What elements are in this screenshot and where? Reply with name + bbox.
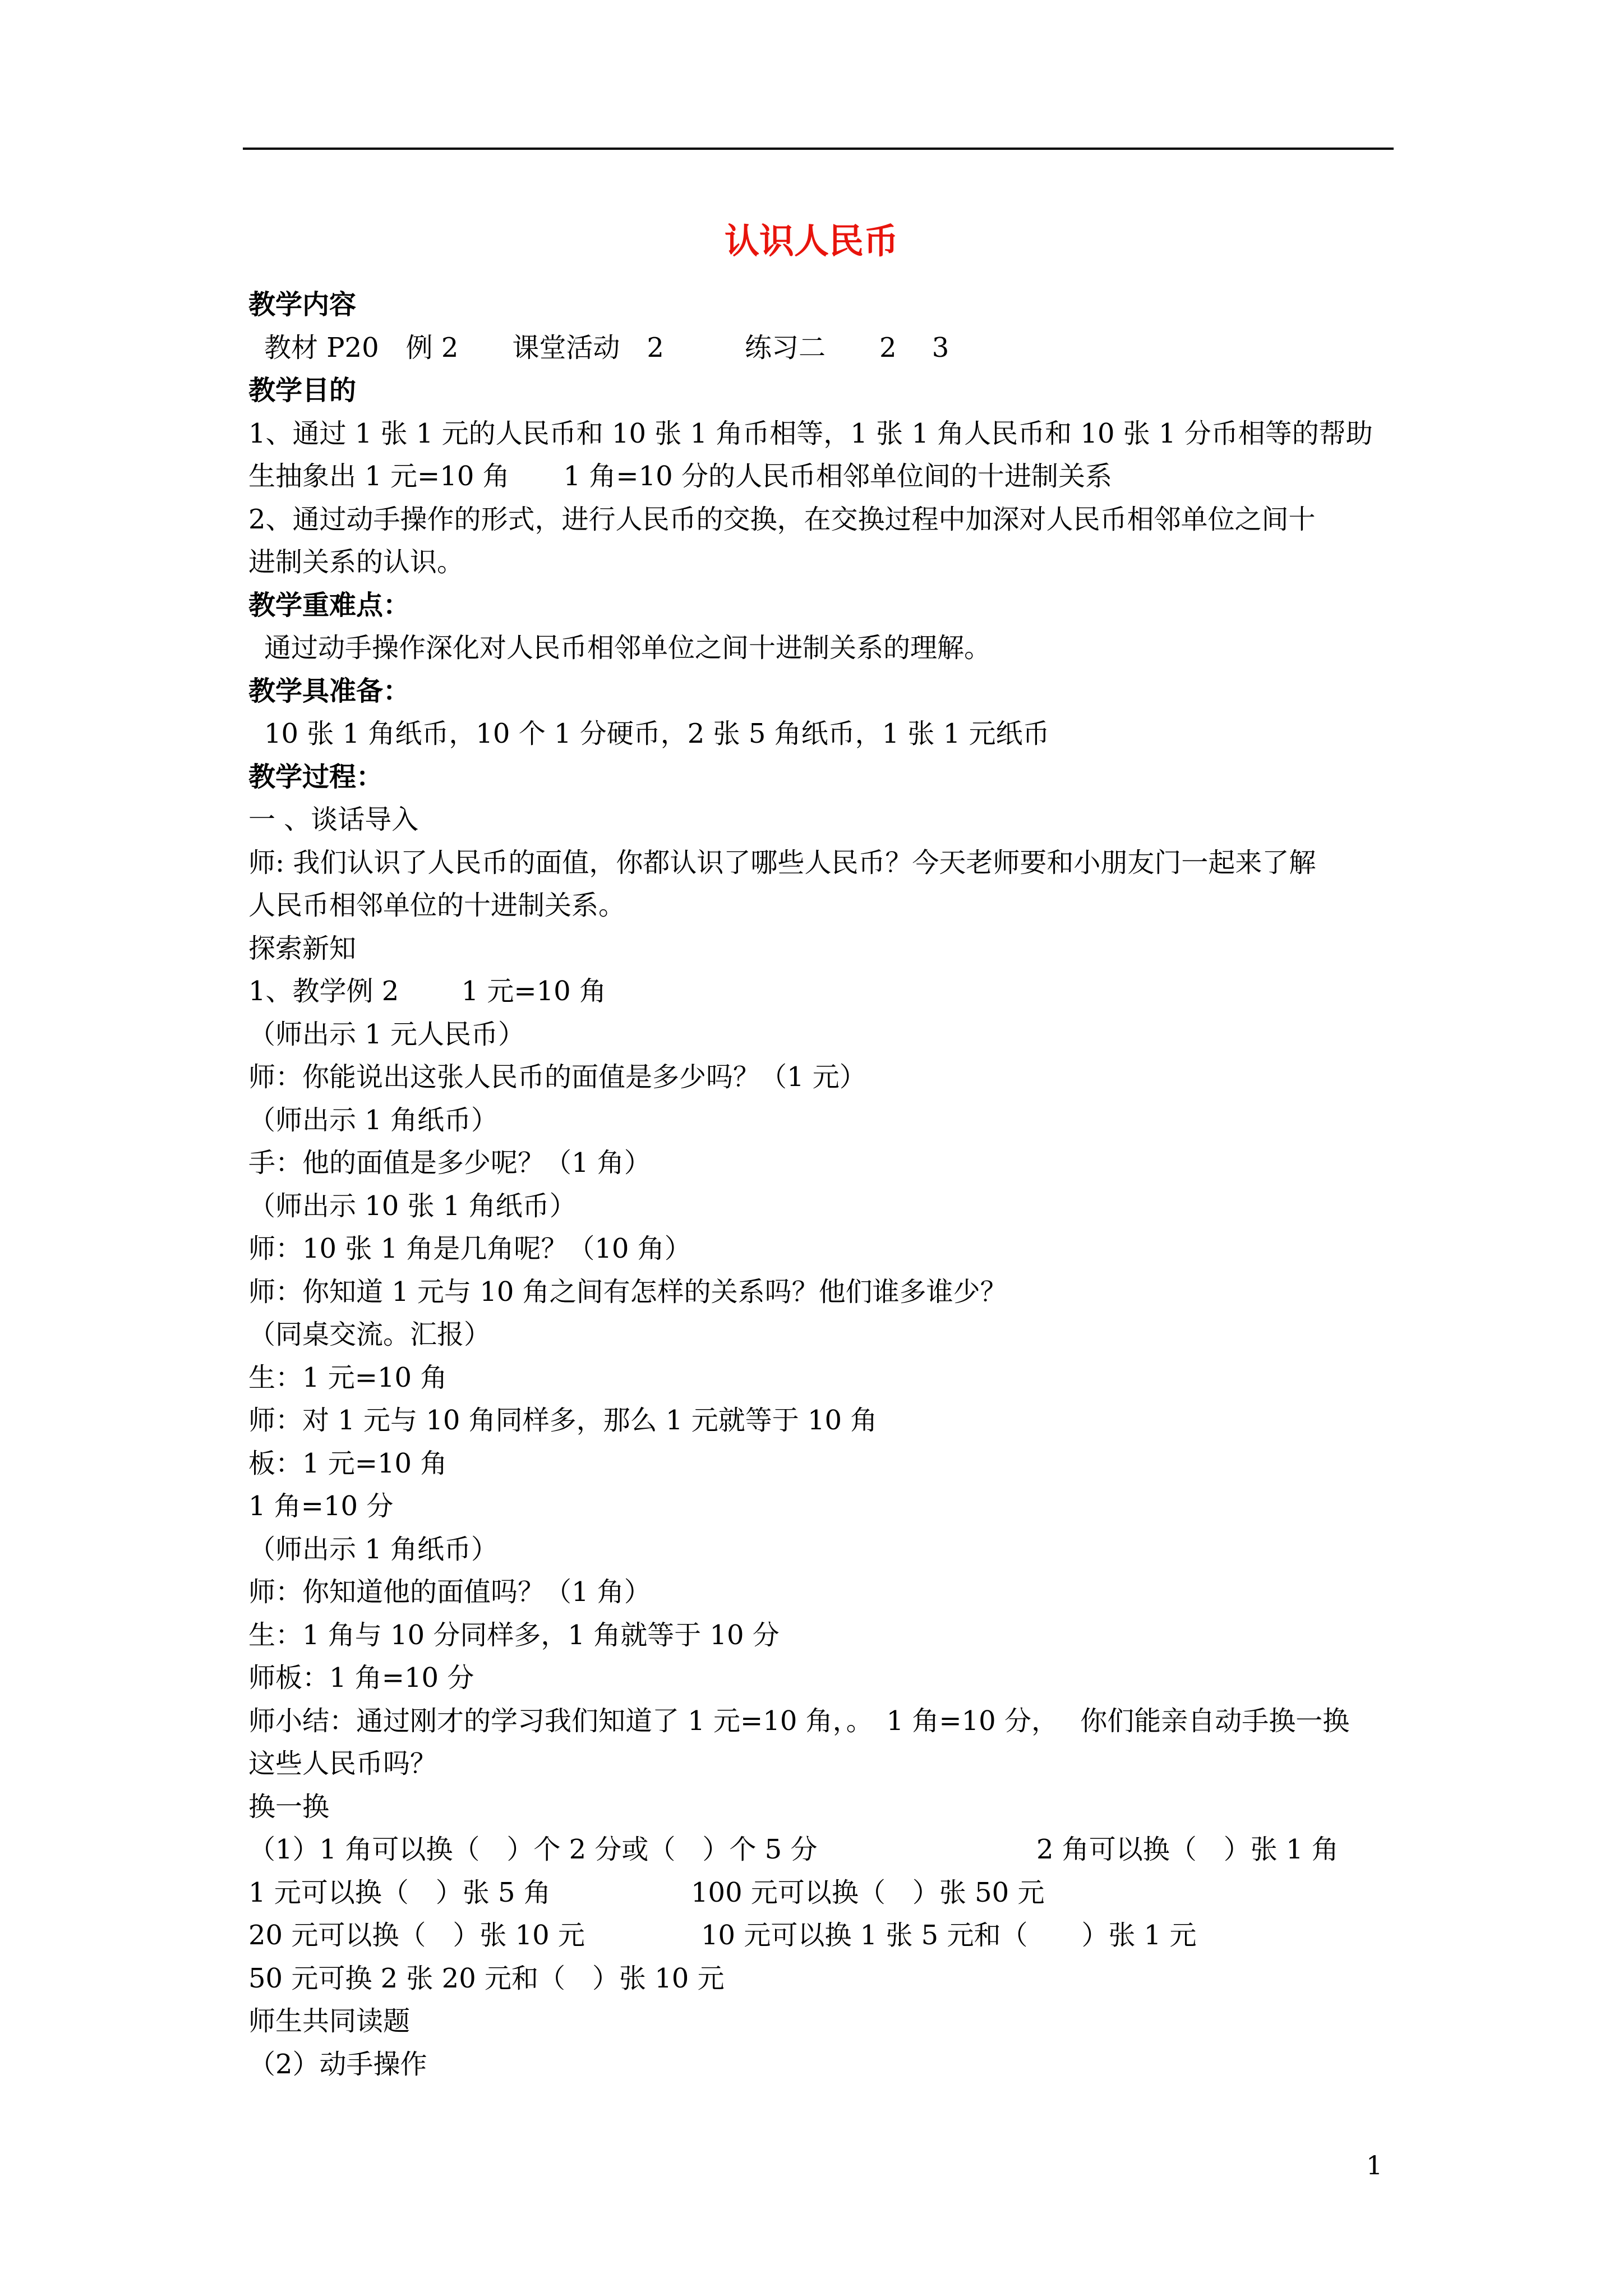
paragraph-line: 通过动手操作深化对人民币相邻单位之间十进制关系的理解。 <box>264 632 992 664</box>
paragraph-line: 1、教学例 2 1 元=10 角 <box>248 976 606 1007</box>
paragraph-line: （师出示 1 元人民币） <box>248 1018 525 1050</box>
paragraph-line: 师：你知道 1 元与 10 角之间有怎样的关系吗？他们谁多谁少？ <box>248 1276 1007 1308</box>
paragraph-line: 一 、谈话导入 <box>248 804 419 835</box>
paragraph-line: 探索新知 <box>248 932 357 964</box>
exercise-line: 50 元可换 2 张 20 元和（ ）张 10 元 <box>248 1962 725 1994</box>
paragraph-line: 2、通过动手操作的形式，进行人民币的交换，在交换过程中加深对人民币相邻单位之间十 <box>248 503 1316 535</box>
section-heading-goals: 教学目的 <box>248 375 357 406</box>
exercise-item: 10 元可以换 1 张 5 元和（ ）张 1 元 <box>701 1920 1197 1951</box>
paragraph-line: 生抽象出 1 元=10 角 1 角=10 分的人民币相邻单位间的十进制关系 <box>248 461 1112 492</box>
exercise-line <box>248 1914 1398 1957</box>
paragraph-line: 这些人民币吗？ <box>248 1748 437 1779</box>
paragraph-line: 师：你知道他的面值吗？（1 角） <box>248 1576 651 1608</box>
paragraph-line: 师：你能说出这张人民币的面值是多少吗？（1 元） <box>248 1061 866 1093</box>
paragraph-line: 师板：1 角=10 分 <box>248 1662 474 1694</box>
paragraph-line: 进制关系的认识。 <box>248 546 464 578</box>
paragraph-line: 人民币相邻单位的十进制关系。 <box>248 890 626 921</box>
paragraph-line: 生：1 角与 10 分同样多，1 角就等于 10 分 <box>248 1619 780 1651</box>
paragraph-line: （同桌交流。汇报） <box>248 1319 491 1350</box>
header-rule <box>243 148 1394 150</box>
paragraph-line: 师生共同读题 <box>248 2005 411 2037</box>
exercise-item: 20 元可以换（ ）张 10 元 <box>248 1920 585 1951</box>
page-title: 认识人民币 <box>724 220 898 261</box>
exercise-item: 2 角可以换（ ）张 1 角 <box>1036 1834 1339 1865</box>
exercise-line <box>248 1871 1398 1915</box>
paragraph-line: 1、通过 1 张 1 元的人民币和 10 张 1 角币相等，1 张 1 角人民币和 10 张 1 分币相等的帮助 <box>248 417 1373 449</box>
paragraph-line: 师小结：通过刚才的学习我们知道了 1 元=10 角，。 1 角=10 分， 你们能亲自动手换一换 <box>248 1705 1350 1737</box>
exercise-line <box>248 1828 1398 1871</box>
section-heading-process: 教学过程： <box>248 761 384 793</box>
exercise-item: 1 元可以换（ ）张 5 角 <box>248 1876 551 1908</box>
paragraph-line: 教材 P20 例 2 课堂活动 2 练习二 2 3 <box>264 332 949 364</box>
page-number: 1 <box>1366 2150 1383 2180</box>
paragraph-line: 师: 我们认识了人民币的面值，你都认识了哪些人民币？今天老师要和小朋友门一起来了解 <box>248 846 1316 878</box>
paragraph-line: 换一换 <box>248 1791 330 1823</box>
paragraph-line: 师：对 1 元与 10 角同样多，那么 1 元就等于 10 角 <box>248 1405 878 1436</box>
section-heading-key-points: 教学重难点： <box>248 589 411 621</box>
section-heading-materials: 教学具准备： <box>248 675 411 707</box>
paragraph-line: 师：10 张 1 角是几角呢？（10 角） <box>248 1233 691 1264</box>
paragraph-line: （师出示 1 角纸币） <box>248 1533 499 1565</box>
paragraph-line: 板：1 元=10 角 <box>248 1447 448 1479</box>
exercise-item: （1）1 角可以换（ ）个 2 分或（ ）个 5 分 <box>248 1834 818 1865</box>
paragraph-line: （师出示 10 张 1 角纸币） <box>248 1190 577 1222</box>
exercise-item: 100 元可以换（ ）张 50 元 <box>691 1876 1045 1908</box>
document-body <box>248 283 1398 2086</box>
paragraph-line: （2）动手操作 <box>248 2048 427 2080</box>
section-heading-content: 教学内容 <box>248 289 357 320</box>
paragraph-line: 1 角=10 分 <box>248 1490 394 1522</box>
paragraph-line: 生：1 元=10 角 <box>248 1361 448 1393</box>
paragraph-line: 手：他的面值是多少呢？（1 角） <box>248 1147 651 1179</box>
paragraph-line: 10 张 1 角纸币，10 个 1 分硬币，2 张 5 角纸币，1 张 1 元纸币 <box>264 718 1050 749</box>
paragraph-line: （师出示 1 角纸币） <box>248 1104 499 1136</box>
